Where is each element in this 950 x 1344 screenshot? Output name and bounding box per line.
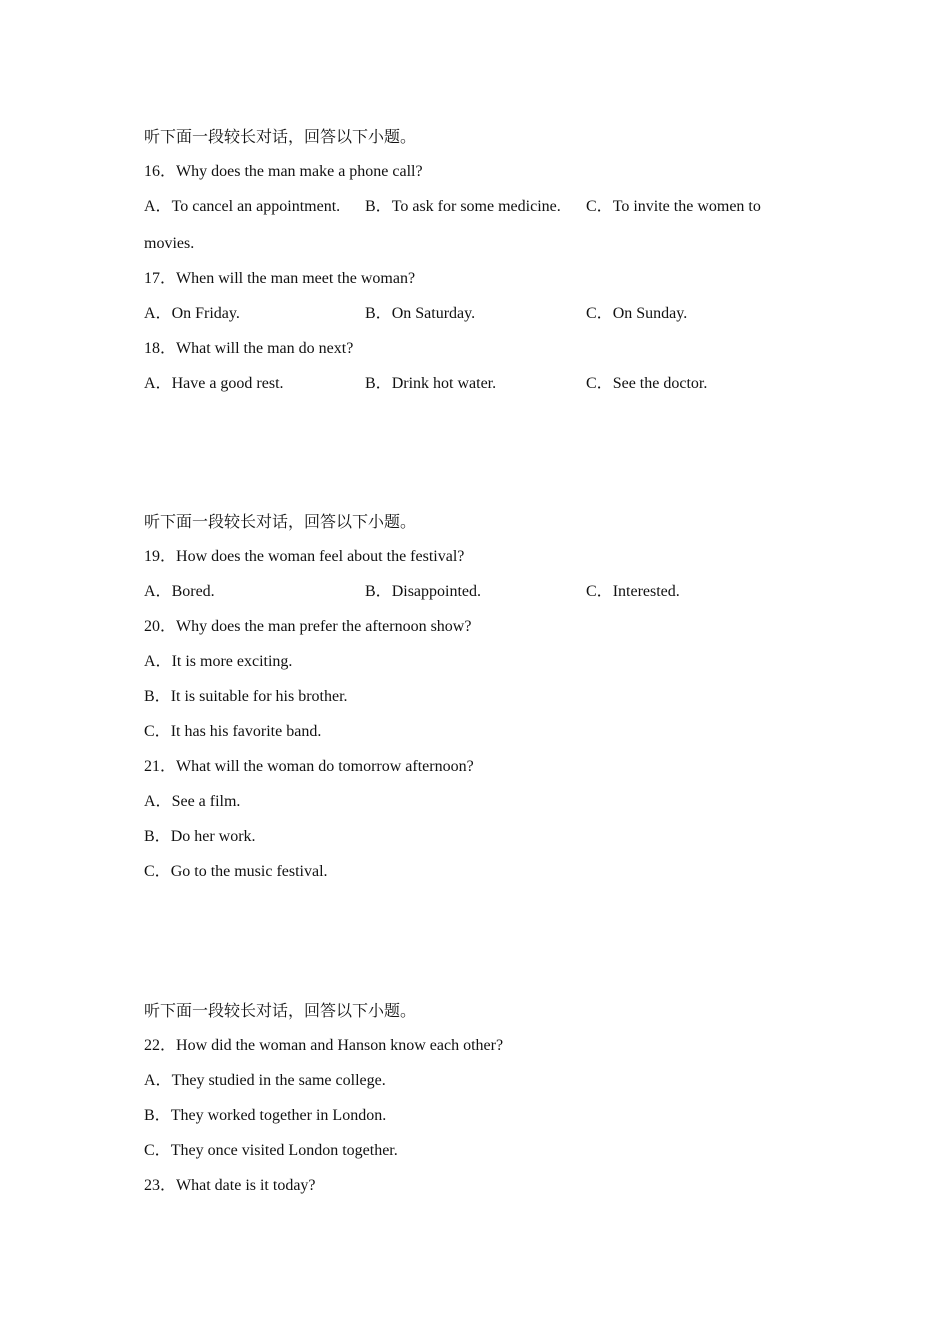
question-number: 20．: [144, 618, 177, 635]
question-text: What will the man do next?: [176, 340, 354, 357]
option-text: See the doctor.: [612, 375, 708, 392]
option-18-c[interactable]: [586, 374, 707, 394]
option-20-a[interactable]: [144, 652, 292, 672]
option-text: Have a good rest.: [171, 375, 284, 392]
option-label: B．: [144, 688, 171, 705]
option-label: A．: [144, 198, 172, 215]
question-22: [144, 1036, 503, 1056]
question-number: 23．: [144, 1177, 177, 1194]
option-label: B．: [365, 305, 392, 322]
option-text: Disappointed.: [391, 583, 482, 600]
option-label: B．: [365, 198, 392, 215]
question-number: 19．: [144, 548, 177, 565]
option-20-b[interactable]: [144, 687, 348, 707]
question-text: What date is it today?: [176, 1177, 316, 1194]
option-text: They studied in the same college.: [171, 1072, 386, 1089]
option-label: A．: [144, 305, 172, 322]
question-text: What will the woman do tomorrow afternoon?: [176, 758, 474, 775]
question-text: Why does the man prefer the afternoon show?: [176, 618, 472, 635]
option-label: C．: [586, 305, 613, 322]
question-19: [144, 547, 464, 567]
question-number: 16．: [144, 163, 177, 180]
option-text: They worked together in London.: [170, 1107, 387, 1124]
option-16-a[interactable]: [144, 197, 340, 217]
option-21-a[interactable]: [144, 792, 240, 812]
option-label: C．: [144, 723, 171, 740]
option-text: On Sunday.: [612, 305, 688, 322]
option-17-c[interactable]: [586, 304, 687, 324]
option-text: To ask for some medicine.: [391, 198, 561, 215]
question-number: 18．: [144, 340, 177, 357]
option-22-a[interactable]: [144, 1071, 386, 1091]
option-text: See a film.: [171, 793, 241, 810]
option-label: A．: [144, 375, 172, 392]
option-19-b[interactable]: [365, 582, 481, 602]
question-17: [144, 269, 415, 289]
option-21-c[interactable]: [144, 862, 328, 882]
option-text: On Saturday.: [391, 305, 476, 322]
option-label: A．: [144, 653, 172, 670]
option-text: Bored.: [171, 583, 215, 600]
option-text: Interested.: [612, 583, 680, 600]
question-20: [144, 617, 471, 637]
option-label: A．: [144, 583, 172, 600]
option-16-c[interactable]: [586, 197, 761, 217]
option-text: Drink hot water.: [391, 375, 497, 392]
option-text: It is more exciting.: [171, 653, 293, 670]
option-label: C．: [586, 375, 613, 392]
question-21: [144, 757, 474, 777]
question-18: [144, 339, 353, 359]
question-text: How did the woman and Hanson know each other?: [176, 1037, 504, 1054]
option-21-b[interactable]: [144, 827, 256, 847]
option-text: They once visited London together.: [170, 1142, 398, 1159]
option-18-b[interactable]: [365, 374, 496, 394]
option-text: Go to the music festival.: [170, 863, 328, 880]
question-number: 21．: [144, 758, 177, 775]
option-text: It has his favorite band.: [170, 723, 322, 740]
option-text: On Friday.: [171, 305, 240, 322]
option-label: C．: [586, 198, 613, 215]
option-20-c[interactable]: [144, 722, 321, 742]
question-number: 22．: [144, 1037, 177, 1054]
option-19-a[interactable]: [144, 582, 215, 602]
option-text: To cancel an appointment.: [171, 198, 341, 215]
option-text: Do her work.: [170, 828, 256, 845]
question-text: When will the man meet the woman?: [176, 270, 416, 287]
option-22-c[interactable]: [144, 1141, 398, 1161]
option-17-a[interactable]: [144, 304, 240, 324]
option-label: C．: [144, 863, 171, 880]
option-label: B．: [365, 583, 392, 600]
question-text: Why does the man make a phone call?: [176, 163, 423, 180]
option-22-b[interactable]: [144, 1106, 386, 1126]
option-19-c[interactable]: [586, 582, 680, 602]
option-text: It is suitable for his brother.: [170, 688, 348, 705]
option-16-b[interactable]: [365, 197, 561, 217]
option-16-c-wrap: movies.: [144, 235, 195, 252]
question-text: How does the woman feel about the festival?: [176, 548, 465, 565]
option-label: C．: [144, 1142, 171, 1159]
option-text: To invite the women to: [612, 198, 761, 215]
option-17-b[interactable]: [365, 304, 475, 324]
question-16: [144, 162, 423, 182]
option-18-a[interactable]: [144, 374, 284, 394]
option-label: B．: [365, 375, 392, 392]
section-instruction: 听下面一段较长对话，回答以下小题。: [144, 1003, 417, 1020]
option-label: B．: [144, 1107, 171, 1124]
question-number: 17．: [144, 270, 177, 287]
section-instruction: 听下面一段较长对话，回答以下小题。: [144, 514, 417, 531]
section-instruction: 听下面一段较长对话，回答以下小题。: [144, 129, 417, 146]
option-label: A．: [144, 793, 172, 810]
option-label: C．: [586, 583, 613, 600]
option-label: B．: [144, 828, 171, 845]
option-label: A．: [144, 1072, 172, 1089]
question-23: [144, 1176, 316, 1196]
